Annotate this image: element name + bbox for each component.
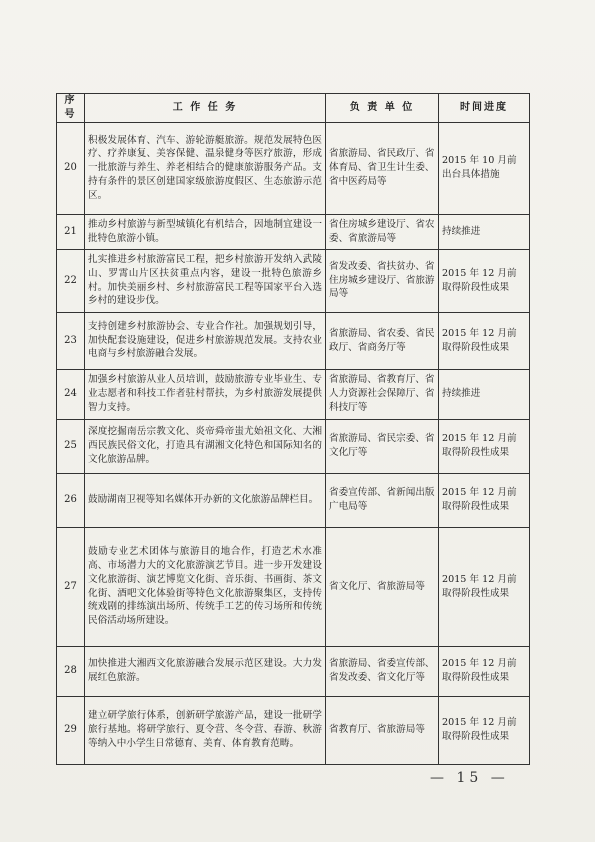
- row-number: 23: [57, 312, 85, 369]
- row-task: 加快推进大湘西文化旅游融合发展示范区建设。大力发展红色旅游。: [85, 646, 326, 696]
- row-task: 加强乡村旅游从业人员培训，鼓励旅游专业毕业生、专业志愿者和科技工作者驻村帮扶，为乡村旅游发展提供智力支持。: [85, 369, 326, 419]
- row-task: 支持创建乡村旅游协会、专业合作社。加强规划引导，加快配套设施建设，促进乡村旅游规范发展。支持农业电商与乡村旅游融合发展。: [85, 312, 326, 369]
- table-header-row: [57, 94, 530, 123]
- table-row: [57, 369, 530, 419]
- task-table: [56, 93, 530, 765]
- header-task: 工 作 任 务: [85, 94, 326, 123]
- header-number: 序号: [57, 94, 85, 123]
- row-time: 2015 年 12 月前取得阶段性成果: [439, 646, 530, 696]
- row-task: 建立研学旅行体系，创新研学旅游产品，建设一批研学旅行基地。将研学旅行、夏令营、冬令营、春游、秋游等纳入中小学生日常德育、美育、体育教育范畴。: [85, 696, 326, 764]
- row-unit: 省旅游局、省教育厅、省人力资源社会保障厅、省科技厅等: [326, 369, 439, 419]
- row-task: 深度挖掘南岳宗教文化、炎帝舜帝蚩尤始祖文化、大湘西民族民俗文化，打造具有湖湘文化特色和国际知名的文化旅游品牌。: [85, 419, 326, 473]
- row-time: 2015 年 12 月前取得阶段性成果: [439, 696, 530, 764]
- row-unit: 省住房城乡建设厅、省农委、省旅游局等: [326, 214, 439, 249]
- table-row: [57, 122, 530, 214]
- row-time: 2015 年 10 月前出台具体措施: [439, 122, 530, 214]
- row-task: 积极发展体育、汽车、游轮游艇旅游。规范发展特色医疗、疗养康复、美容保健、温泉健身等医疗旅游，形成一批旅游与养生、养老相结合的健康旅游服务产品。支持有条件的景区创建国家级旅游度假区、生态旅游示范区。: [85, 122, 326, 214]
- table-row: [57, 419, 530, 473]
- header-unit: 负 责 单 位: [326, 94, 439, 123]
- table-row: [57, 312, 530, 369]
- row-time: 2015 年 12 月前取得阶段性成果: [439, 312, 530, 369]
- row-number: 27: [57, 527, 85, 646]
- row-time: 2015 年 12 月前取得阶段性成果: [439, 527, 530, 646]
- row-number: 25: [57, 419, 85, 473]
- row-unit: 省旅游局、省民政厅、省体育局、省卫生计生委、省中医药局等: [326, 122, 439, 214]
- row-number: 26: [57, 473, 85, 527]
- row-unit: 省发改委、省扶贫办、省住房城乡建设厅、省旅游局等: [326, 249, 439, 312]
- row-time: 2015 年 12 月前取得阶段性成果: [439, 473, 530, 527]
- row-task: 推动乡村旅游与新型城镇化有机结合，因地制宜建设一批特色旅游小镇。: [85, 214, 326, 249]
- row-task: 鼓励湖南卫视等知名媒体开办新的文化旅游品牌栏目。: [85, 473, 326, 527]
- row-number: 28: [57, 646, 85, 696]
- row-unit: 省文化厅、省旅游局等: [326, 527, 439, 646]
- table-row: [57, 214, 530, 249]
- row-time: 持续推进: [439, 214, 530, 249]
- row-unit: 省旅游局、省委宣传部、省发改委、省文化厅等: [326, 646, 439, 696]
- row-unit: 省旅游局、省农委、省民政厅、省商务厅等: [326, 312, 439, 369]
- table-row: [57, 249, 530, 312]
- header-time: 时间进度: [439, 94, 530, 123]
- row-time: 2015 年 12 月前取得阶段性成果: [439, 419, 530, 473]
- row-number: 24: [57, 369, 85, 419]
- row-unit: 省教育厅、省旅游局等: [326, 696, 439, 764]
- row-number: 29: [57, 696, 85, 764]
- row-time: 2015 年 12 月前取得阶段性成果: [439, 249, 530, 312]
- row-number: 20: [57, 122, 85, 214]
- row-task: 扎实推进乡村旅游富民工程，把乡村旅游开发纳入武陵山、罗霄山片区扶贫重点内容，建设一批特色旅游乡村。加快美丽乡村、乡村旅游富民工程等国家平台入选乡村的建设步伐。: [85, 249, 326, 312]
- table-row: [57, 646, 530, 696]
- table-row: [57, 473, 530, 527]
- row-unit: 省旅游局、省民宗委、省文化厅等: [326, 419, 439, 473]
- table-row: [57, 696, 530, 764]
- page-number: — 15 —: [430, 770, 509, 786]
- row-unit: 省委宣传部、省新闻出版广电局等: [326, 473, 439, 527]
- row-task: 鼓励专业艺术团体与旅游目的地合作，打造艺术水准高、市场潜力大的文化旅游演艺节目。进一步开发建设文化旅游街、演艺博览文化街、音乐街、书画街、茶文化街、酒吧文化体验街等特色文化旅游聚集区，支持传统戏剧的排练演出场所、传统手工艺的传习场所和传统民俗活动场所建设。: [85, 527, 326, 646]
- row-number: 22: [57, 249, 85, 312]
- row-time: 持续推进: [439, 369, 530, 419]
- table-row: [57, 527, 530, 646]
- row-number: 21: [57, 214, 85, 249]
